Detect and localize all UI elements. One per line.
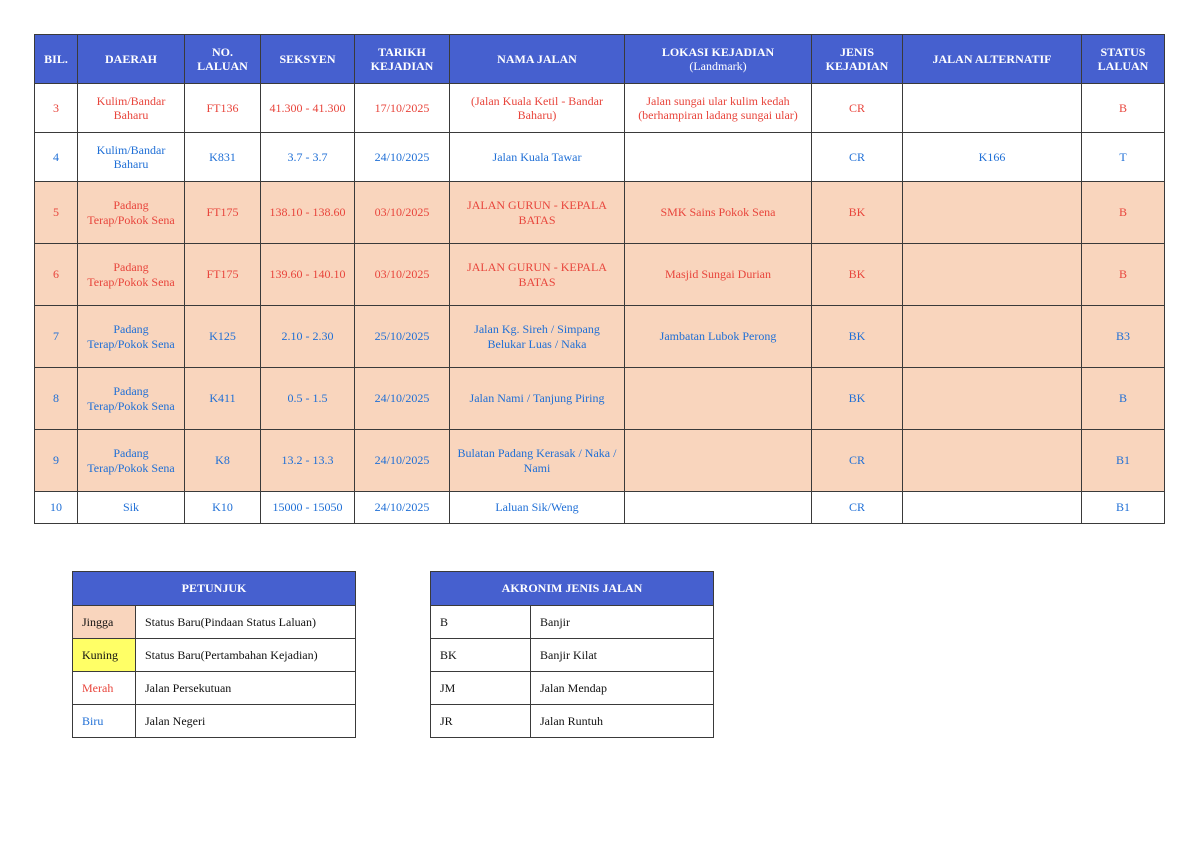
cell-alternatif bbox=[903, 306, 1082, 368]
cell-jenis: BK bbox=[812, 244, 903, 306]
acronym-key: JM bbox=[431, 672, 531, 705]
acronym-key: BK bbox=[431, 639, 531, 672]
legend-row bbox=[73, 606, 356, 639]
legend-row bbox=[431, 639, 714, 672]
cell-status: B bbox=[1082, 84, 1165, 133]
col-header-jalan-alternatif: JALAN ALTERNATIF bbox=[903, 35, 1082, 84]
cell-seksyen: 139.60 - 140.10 bbox=[261, 244, 355, 306]
col-header-lokasi: LOKASI KEJADIAN (Landmark) bbox=[625, 35, 812, 84]
cell-jenis: CR bbox=[812, 430, 903, 492]
legend-row bbox=[431, 705, 714, 738]
legend-key-red: Merah bbox=[73, 672, 136, 705]
cell-alternatif bbox=[903, 492, 1082, 524]
cell-bil: 10 bbox=[35, 492, 78, 524]
cell-daerah: Kulim/Bandar Baharu bbox=[78, 84, 185, 133]
acronym-key: JR bbox=[431, 705, 531, 738]
acronym-value: Jalan Runtuh bbox=[531, 705, 714, 738]
cell-bil: 9 bbox=[35, 430, 78, 492]
cell-bil: 3 bbox=[35, 84, 78, 133]
cell-jenis: BK bbox=[812, 182, 903, 244]
cell-seksyen: 41.300 - 41.300 bbox=[261, 84, 355, 133]
cell-lokasi: Jambatan Lubok Perong bbox=[625, 306, 812, 368]
cell-alternatif bbox=[903, 368, 1082, 430]
legend-petunjuk bbox=[72, 571, 356, 738]
cell-jenis: CR bbox=[812, 133, 903, 182]
table-row bbox=[35, 84, 1165, 133]
legend-akronim bbox=[430, 571, 714, 738]
cell-lokasi bbox=[625, 430, 812, 492]
cell-jenis: CR bbox=[812, 492, 903, 524]
table-row bbox=[35, 244, 1165, 306]
cell-nama-jalan: Jalan Nami / Tanjung Piring bbox=[450, 368, 625, 430]
legend-title: PETUNJUK bbox=[73, 572, 356, 606]
cell-seksyen: 0.5 - 1.5 bbox=[261, 368, 355, 430]
cell-lokasi: Masjid Sungai Durian bbox=[625, 244, 812, 306]
cell-nama-jalan: Jalan Kg. Sireh / Simpang Belukar Luas / Naka bbox=[450, 306, 625, 368]
cell-alternatif bbox=[903, 84, 1082, 133]
cell-lokasi bbox=[625, 492, 812, 524]
swatch-yellow: Kuning bbox=[73, 639, 136, 672]
cell-tarikh: 03/10/2025 bbox=[355, 182, 450, 244]
cell-status: B bbox=[1082, 368, 1165, 430]
cell-daerah: Kulim/Bandar Baharu bbox=[78, 133, 185, 182]
col-header-no-laluan: NO. LALUAN bbox=[185, 35, 261, 84]
col-header-daerah: DAERAH bbox=[78, 35, 185, 84]
cell-status: B1 bbox=[1082, 492, 1165, 524]
cell-bil: 5 bbox=[35, 182, 78, 244]
cell-nama-jalan: Laluan Sik/Weng bbox=[450, 492, 625, 524]
cell-jenis: BK bbox=[812, 306, 903, 368]
cell-alternatif bbox=[903, 244, 1082, 306]
cell-laluan: FT175 bbox=[185, 244, 261, 306]
cell-daerah: Padang Terap/Pokok Sena bbox=[78, 430, 185, 492]
cell-nama-jalan: (Jalan Kuala Ketil - Bandar Baharu) bbox=[450, 84, 625, 133]
legend-row bbox=[73, 705, 356, 738]
cell-daerah: Padang Terap/Pokok Sena bbox=[78, 182, 185, 244]
cell-tarikh: 03/10/2025 bbox=[355, 244, 450, 306]
cell-bil: 4 bbox=[35, 133, 78, 182]
cell-laluan: FT136 bbox=[185, 84, 261, 133]
table-row bbox=[35, 133, 1165, 182]
cell-status: B3 bbox=[1082, 306, 1165, 368]
cell-bil: 8 bbox=[35, 368, 78, 430]
cell-nama-jalan: Bulatan Padang Kerasak / Naka / Nami bbox=[450, 430, 625, 492]
cell-daerah: Padang Terap/Pokok Sena bbox=[78, 244, 185, 306]
cell-tarikh: 24/10/2025 bbox=[355, 430, 450, 492]
legend-title: AKRONIM JENIS JALAN bbox=[431, 572, 714, 606]
cell-nama-jalan: JALAN GURUN - KEPALA BATAS bbox=[450, 244, 625, 306]
cell-laluan: K831 bbox=[185, 133, 261, 182]
legend-value: Status Baru(Pindaan Status Laluan) bbox=[136, 606, 356, 639]
cell-seksyen: 13.2 - 13.3 bbox=[261, 430, 355, 492]
cell-bil: 7 bbox=[35, 306, 78, 368]
cell-status: T bbox=[1082, 133, 1165, 182]
col-header-jenis: JENIS KEJADIAN bbox=[812, 35, 903, 84]
col-header-nama-jalan: NAMA JALAN bbox=[450, 35, 625, 84]
table-row bbox=[35, 306, 1165, 368]
cell-alternatif bbox=[903, 430, 1082, 492]
cell-alternatif: K166 bbox=[903, 133, 1082, 182]
cell-tarikh: 24/10/2025 bbox=[355, 133, 450, 182]
acronym-value: Banjir bbox=[531, 606, 714, 639]
cell-daerah: Padang Terap/Pokok Sena bbox=[78, 368, 185, 430]
legend-row bbox=[73, 672, 356, 705]
cell-lokasi: Jalan sungai ular kulim kedah (berhampiran ladang sungai ular) bbox=[625, 84, 812, 133]
cell-status: B1 bbox=[1082, 430, 1165, 492]
road-status-table bbox=[34, 34, 1165, 524]
legend-row bbox=[431, 606, 714, 639]
cell-seksyen: 15000 - 15050 bbox=[261, 492, 355, 524]
legend-row bbox=[431, 672, 714, 705]
cell-bil: 6 bbox=[35, 244, 78, 306]
acronym-value: Jalan Mendap bbox=[531, 672, 714, 705]
col-header-status: STATUS LALUAN bbox=[1082, 35, 1165, 84]
col-header-bil: BIL. bbox=[35, 35, 78, 84]
cell-daerah: Padang Terap/Pokok Sena bbox=[78, 306, 185, 368]
table-header-row bbox=[35, 35, 1165, 84]
table-row bbox=[35, 430, 1165, 492]
cell-seksyen: 2.10 - 2.30 bbox=[261, 306, 355, 368]
cell-tarikh: 24/10/2025 bbox=[355, 368, 450, 430]
cell-laluan: K125 bbox=[185, 306, 261, 368]
cell-lokasi bbox=[625, 133, 812, 182]
cell-status: B bbox=[1082, 182, 1165, 244]
legend-value: Jalan Negeri bbox=[136, 705, 356, 738]
table-row bbox=[35, 182, 1165, 244]
cell-laluan: K411 bbox=[185, 368, 261, 430]
cell-nama-jalan: Jalan Kuala Tawar bbox=[450, 133, 625, 182]
legend-value: Jalan Persekutuan bbox=[136, 672, 356, 705]
acronym-key: B bbox=[431, 606, 531, 639]
cell-tarikh: 25/10/2025 bbox=[355, 306, 450, 368]
cell-laluan: K10 bbox=[185, 492, 261, 524]
table-row bbox=[35, 368, 1165, 430]
cell-daerah: Sik bbox=[78, 492, 185, 524]
cell-status: B bbox=[1082, 244, 1165, 306]
cell-jenis: BK bbox=[812, 368, 903, 430]
swatch-orange: Jingga bbox=[73, 606, 136, 639]
col-header-tarikh: TARIKH KEJADIAN bbox=[355, 35, 450, 84]
cell-alternatif bbox=[903, 182, 1082, 244]
cell-jenis: CR bbox=[812, 84, 903, 133]
cell-laluan: K8 bbox=[185, 430, 261, 492]
cell-seksyen: 3.7 - 3.7 bbox=[261, 133, 355, 182]
cell-lokasi bbox=[625, 368, 812, 430]
acronym-value: Banjir Kilat bbox=[531, 639, 714, 672]
cell-seksyen: 138.10 - 138.60 bbox=[261, 182, 355, 244]
cell-nama-jalan: JALAN GURUN - KEPALA BATAS bbox=[450, 182, 625, 244]
cell-lokasi: SMK Sains Pokok Sena bbox=[625, 182, 812, 244]
cell-tarikh: 24/10/2025 bbox=[355, 492, 450, 524]
col-header-seksyen: SEKSYEN bbox=[261, 35, 355, 84]
table-row bbox=[35, 492, 1165, 524]
legend-key-blue: Biru bbox=[73, 705, 136, 738]
legend-row bbox=[73, 639, 356, 672]
cell-laluan: FT175 bbox=[185, 182, 261, 244]
cell-tarikh: 17/10/2025 bbox=[355, 84, 450, 133]
legend-value: Status Baru(Pertambahan Kejadian) bbox=[136, 639, 356, 672]
